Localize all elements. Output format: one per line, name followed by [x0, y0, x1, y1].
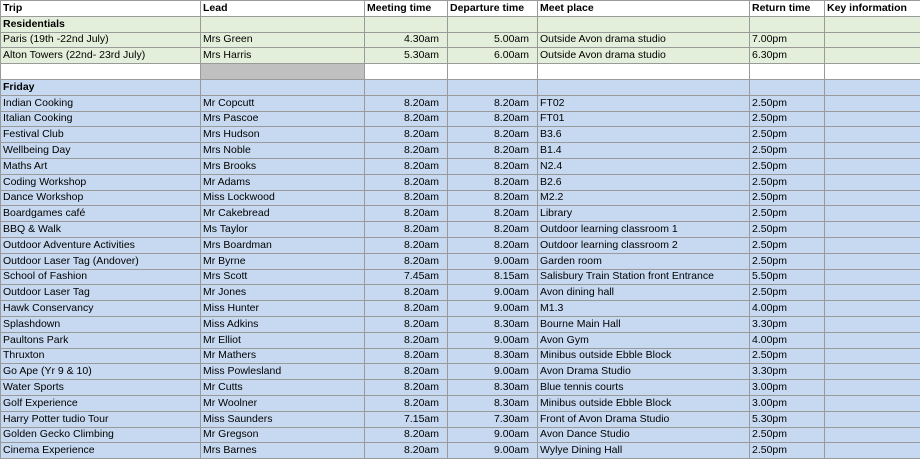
cell-departure-time: 7.30am — [448, 411, 538, 427]
cell-return-time: 2.50pm — [750, 285, 825, 301]
cell-lead: Mrs Brooks — [201, 158, 365, 174]
table-row — [1, 348, 920, 364]
table-row — [1, 48, 920, 64]
cell-lead: Mrs Green — [201, 32, 365, 48]
table-row — [1, 332, 920, 348]
table-row — [1, 190, 920, 206]
table-row — [1, 301, 920, 317]
cell-key-information — [825, 174, 920, 190]
table-row — [1, 380, 920, 396]
cell-meet-place: Wylye Dining Hall — [538, 443, 750, 459]
cell-return-time — [750, 16, 825, 32]
cell-lead: Mrs Barnes — [201, 443, 365, 459]
cell-departure-time: 9.00am — [448, 301, 538, 317]
cell-key-information: Key information — [825, 1, 920, 17]
cell-meeting-time: 8.20am — [365, 285, 448, 301]
cell-key-information — [825, 206, 920, 222]
cell-trip: Dance Workshop — [1, 190, 201, 206]
cell-return-time: 6.30pm — [750, 48, 825, 64]
cell-key-information — [825, 348, 920, 364]
cell-trip: Maths Art — [1, 158, 201, 174]
cell-key-information — [825, 316, 920, 332]
cell-meet-place: Salisbury Train Station front Entrance — [538, 269, 750, 285]
cell-key-information — [825, 395, 920, 411]
cell-key-information — [825, 111, 920, 127]
table-row — [1, 427, 920, 443]
cell-lead — [201, 79, 365, 95]
cell-lead: Mr Copcutt — [201, 95, 365, 111]
cell-meet-place: B3.6 — [538, 127, 750, 143]
cell-departure-time: 8.20am — [448, 222, 538, 238]
table-row — [1, 95, 920, 111]
cell-key-information — [825, 237, 920, 253]
cell-key-information — [825, 380, 920, 396]
cell-trip: Trip — [1, 1, 201, 17]
table-row — [1, 222, 920, 238]
cell-return-time: 3.30pm — [750, 316, 825, 332]
cell-departure-time: 8.20am — [448, 174, 538, 190]
cell-lead: Mr Byrne — [201, 253, 365, 269]
cell-meeting-time: 8.20am — [365, 174, 448, 190]
cell-departure-time: 9.00am — [448, 285, 538, 301]
cell-departure-time: 8.20am — [448, 95, 538, 111]
cell-key-information — [825, 364, 920, 380]
cell-meet-place: FT02 — [538, 95, 750, 111]
section-row-friday — [1, 79, 920, 95]
cell-return-time: 2.50pm — [750, 174, 825, 190]
cell-trip: Golf Experience — [1, 395, 201, 411]
cell-meeting-time: 7.45am — [365, 269, 448, 285]
table-row — [1, 143, 920, 159]
cell-lead: Miss Hunter — [201, 301, 365, 317]
cell-trip: Italian Cooking — [1, 111, 201, 127]
cell-lead: Mr Cakebread — [201, 206, 365, 222]
cell-meet-place: B1.4 — [538, 143, 750, 159]
cell-meet-place — [538, 16, 750, 32]
cell-meeting-time — [365, 16, 448, 32]
cell-lead: Miss Lockwood — [201, 190, 365, 206]
cell-trip: Festival Club — [1, 127, 201, 143]
cell-key-information — [825, 190, 920, 206]
cell-departure-time: Departure time — [448, 1, 538, 17]
cell-return-time: 2.50pm — [750, 443, 825, 459]
cell-departure-time: 8.30am — [448, 348, 538, 364]
cell-meeting-time: 8.20am — [365, 95, 448, 111]
cell-meeting-time: 8.20am — [365, 127, 448, 143]
cell-meet-place: Outside Avon drama studio — [538, 48, 750, 64]
cell-trip: Outdoor Laser Tag (Andover) — [1, 253, 201, 269]
cell-key-information — [825, 222, 920, 238]
cell-meet-place: B2.6 — [538, 174, 750, 190]
cell-lead: Mrs Boardman — [201, 237, 365, 253]
cell-trip: Indian Cooking — [1, 95, 201, 111]
cell-departure-time: 8.30am — [448, 380, 538, 396]
cell-trip: Wellbeing Day — [1, 143, 201, 159]
cell-meeting-time: 4.30am — [365, 32, 448, 48]
cell-departure-time: 9.00am — [448, 253, 538, 269]
cell-meet-place: Avon Drama Studio — [538, 364, 750, 380]
cell-meet-place: Minibus outside Ebble Block — [538, 348, 750, 364]
cell-meeting-time: Meeting time — [365, 1, 448, 17]
cell-return-time: 5.30pm — [750, 411, 825, 427]
cell-return-time: 2.50pm — [750, 111, 825, 127]
cell-trip: Go Ape (Yr 9 & 10) — [1, 364, 201, 380]
cell-lead: Mr Adams — [201, 174, 365, 190]
cell-meet-place: Outdoor learning classroom 1 — [538, 222, 750, 238]
cell-return-time — [750, 64, 825, 80]
table-row — [1, 395, 920, 411]
cell-return-time: Return time — [750, 1, 825, 17]
cell-return-time: 3.00pm — [750, 380, 825, 396]
cell-meeting-time: 8.20am — [365, 332, 448, 348]
cell-trip: Golden Gecko Climbing — [1, 427, 201, 443]
cell-trip: Thruxton — [1, 348, 201, 364]
cell-trip: Alton Towers (22nd- 23rd July) — [1, 48, 201, 64]
table-row — [1, 174, 920, 190]
cell-trip: School of Fashion — [1, 269, 201, 285]
cell-departure-time: 8.20am — [448, 190, 538, 206]
table-row — [1, 269, 920, 285]
cell-return-time: 2.50pm — [750, 143, 825, 159]
cell-meeting-time: 8.20am — [365, 427, 448, 443]
cell-departure-time: 9.00am — [448, 364, 538, 380]
header-row — [1, 1, 920, 17]
cell-meeting-time: 8.20am — [365, 348, 448, 364]
cell-return-time: 4.00pm — [750, 332, 825, 348]
cell-key-information — [825, 32, 920, 48]
cell-meeting-time: 8.20am — [365, 190, 448, 206]
cell-departure-time — [448, 79, 538, 95]
cell-meeting-time — [365, 64, 448, 80]
cell-lead: Mr Cutts — [201, 380, 365, 396]
cell-departure-time: 8.20am — [448, 143, 538, 159]
cell-meet-place: Avon Dance Studio — [538, 427, 750, 443]
table-row — [1, 111, 920, 127]
cell-return-time: 7.00pm — [750, 32, 825, 48]
cell-meet-place: Library — [538, 206, 750, 222]
cell-trip: Cinema Experience — [1, 443, 201, 459]
cell-lead: Miss Powlesland — [201, 364, 365, 380]
cell-meeting-time: 8.20am — [365, 253, 448, 269]
cell-meeting-time: 8.20am — [365, 237, 448, 253]
cell-key-information — [825, 158, 920, 174]
cell-meet-place: Bourne Main Hall — [538, 316, 750, 332]
cell-departure-time: 8.20am — [448, 127, 538, 143]
cell-key-information — [825, 332, 920, 348]
cell-lead: Mrs Noble — [201, 143, 365, 159]
cell-meeting-time: 8.20am — [365, 143, 448, 159]
cell-key-information — [825, 16, 920, 32]
cell-departure-time: 8.15am — [448, 269, 538, 285]
cell-lead — [201, 64, 365, 80]
cell-key-information — [825, 427, 920, 443]
cell-return-time: 2.50pm — [750, 95, 825, 111]
cell-meeting-time: 8.20am — [365, 443, 448, 459]
cell-meeting-time: 7.15am — [365, 411, 448, 427]
cell-departure-time: 9.00am — [448, 332, 538, 348]
cell-trip: Coding Workshop — [1, 174, 201, 190]
table-row — [1, 364, 920, 380]
cell-meeting-time: 8.20am — [365, 316, 448, 332]
cell-trip: Splashdown — [1, 316, 201, 332]
cell-meet-place — [538, 79, 750, 95]
cell-key-information — [825, 79, 920, 95]
cell-trip: Paultons Park — [1, 332, 201, 348]
cell-return-time: 5.50pm — [750, 269, 825, 285]
cell-trip: Paris (19th -22nd July) — [1, 32, 201, 48]
cell-key-information — [825, 443, 920, 459]
cell-lead — [201, 16, 365, 32]
cell-departure-time: 8.30am — [448, 395, 538, 411]
cell-lead: Mrs Harris — [201, 48, 365, 64]
cell-meet-place: Outside Avon drama studio — [538, 32, 750, 48]
cell-trip: Harry Potter tudio Tour — [1, 411, 201, 427]
cell-meeting-time: 8.20am — [365, 301, 448, 317]
cell-lead: Mr Jones — [201, 285, 365, 301]
cell-meeting-time: 8.20am — [365, 380, 448, 396]
table-row — [1, 443, 920, 459]
cell-departure-time: 9.00am — [448, 427, 538, 443]
cell-meet-place: M2.2 — [538, 190, 750, 206]
cell-key-information — [825, 143, 920, 159]
cell-lead: Mrs Hudson — [201, 127, 365, 143]
cell-meet-place: Outdoor learning classroom 2 — [538, 237, 750, 253]
cell-meet-place: FT01 — [538, 111, 750, 127]
cell-departure-time — [448, 16, 538, 32]
cell-return-time: 2.50pm — [750, 190, 825, 206]
cell-departure-time: 8.20am — [448, 158, 538, 174]
cell-return-time: 3.30pm — [750, 364, 825, 380]
cell-departure-time: 9.00am — [448, 443, 538, 459]
cell-key-information — [825, 127, 920, 143]
cell-return-time: 4.00pm — [750, 301, 825, 317]
cell-meeting-time: 8.20am — [365, 222, 448, 238]
cell-meeting-time: 8.20am — [365, 158, 448, 174]
cell-trip: Outdoor Laser Tag — [1, 285, 201, 301]
cell-meeting-time: 8.20am — [365, 111, 448, 127]
cell-key-information — [825, 269, 920, 285]
cell-return-time: 2.50pm — [750, 348, 825, 364]
cell-lead: Mrs Scott — [201, 269, 365, 285]
cell-lead: Mr Woolner — [201, 395, 365, 411]
cell-key-information — [825, 64, 920, 80]
cell-lead: Ms Taylor — [201, 222, 365, 238]
cell-return-time: 2.50pm — [750, 427, 825, 443]
section-row-residentials — [1, 16, 920, 32]
cell-key-information — [825, 95, 920, 111]
table-row — [1, 285, 920, 301]
cell-return-time: 2.50pm — [750, 222, 825, 238]
cell-key-information — [825, 301, 920, 317]
cell-departure-time: 6.00am — [448, 48, 538, 64]
cell-return-time: 3.00pm — [750, 395, 825, 411]
table-row — [1, 158, 920, 174]
cell-lead: Mr Gregson — [201, 427, 365, 443]
cell-meeting-time: 8.20am — [365, 395, 448, 411]
cell-meet-place: Garden room — [538, 253, 750, 269]
cell-trip: Residentials — [1, 16, 201, 32]
cell-departure-time: 8.20am — [448, 111, 538, 127]
cell-meet-place: Front of Avon Drama Studio — [538, 411, 750, 427]
cell-trip: Hawk Conservancy — [1, 301, 201, 317]
cell-key-information — [825, 48, 920, 64]
cell-trip — [1, 64, 201, 80]
cell-meet-place — [538, 64, 750, 80]
table-row — [1, 206, 920, 222]
cell-meeting-time — [365, 79, 448, 95]
table-row — [1, 411, 920, 427]
cell-meet-place: N2.4 — [538, 158, 750, 174]
table-row — [1, 127, 920, 143]
spacer-row — [1, 64, 920, 80]
cell-return-time: 2.50pm — [750, 158, 825, 174]
cell-departure-time: 5.00am — [448, 32, 538, 48]
cell-meeting-time: 8.20am — [365, 206, 448, 222]
cell-return-time: 2.50pm — [750, 127, 825, 143]
cell-meet-place: Avon dining hall — [538, 285, 750, 301]
cell-meeting-time: 8.20am — [365, 364, 448, 380]
cell-departure-time — [448, 64, 538, 80]
cell-key-information — [825, 411, 920, 427]
cell-lead: Miss Saunders — [201, 411, 365, 427]
cell-lead: Lead — [201, 1, 365, 17]
cell-departure-time: 8.30am — [448, 316, 538, 332]
cell-departure-time: 8.20am — [448, 206, 538, 222]
cell-meet-place: Minibus outside Ebble Block — [538, 395, 750, 411]
cell-lead: Mr Mathers — [201, 348, 365, 364]
cell-return-time: 2.50pm — [750, 253, 825, 269]
table-row — [1, 32, 920, 48]
table-row — [1, 253, 920, 269]
cell-trip: Water Sports — [1, 380, 201, 396]
cell-meet-place: Blue tennis courts — [538, 380, 750, 396]
cell-trip: BBQ & Walk — [1, 222, 201, 238]
cell-lead: Mr Elliot — [201, 332, 365, 348]
cell-trip: Friday — [1, 79, 201, 95]
table-row — [1, 237, 920, 253]
cell-return-time: 2.50pm — [750, 206, 825, 222]
cell-departure-time: 8.20am — [448, 237, 538, 253]
cell-key-information — [825, 285, 920, 301]
cell-meet-place: Avon Gym — [538, 332, 750, 348]
cell-trip: Outdoor Adventure Activities — [1, 237, 201, 253]
cell-return-time — [750, 79, 825, 95]
cell-meet-place: M1.3 — [538, 301, 750, 317]
cell-trip: Boardgames café — [1, 206, 201, 222]
cell-lead: Miss Adkins — [201, 316, 365, 332]
cell-return-time: 2.50pm — [750, 237, 825, 253]
cell-meeting-time: 5.30am — [365, 48, 448, 64]
cell-lead: Mrs Pascoe — [201, 111, 365, 127]
cell-meet-place: Meet place — [538, 1, 750, 17]
table-row — [1, 316, 920, 332]
cell-key-information — [825, 253, 920, 269]
